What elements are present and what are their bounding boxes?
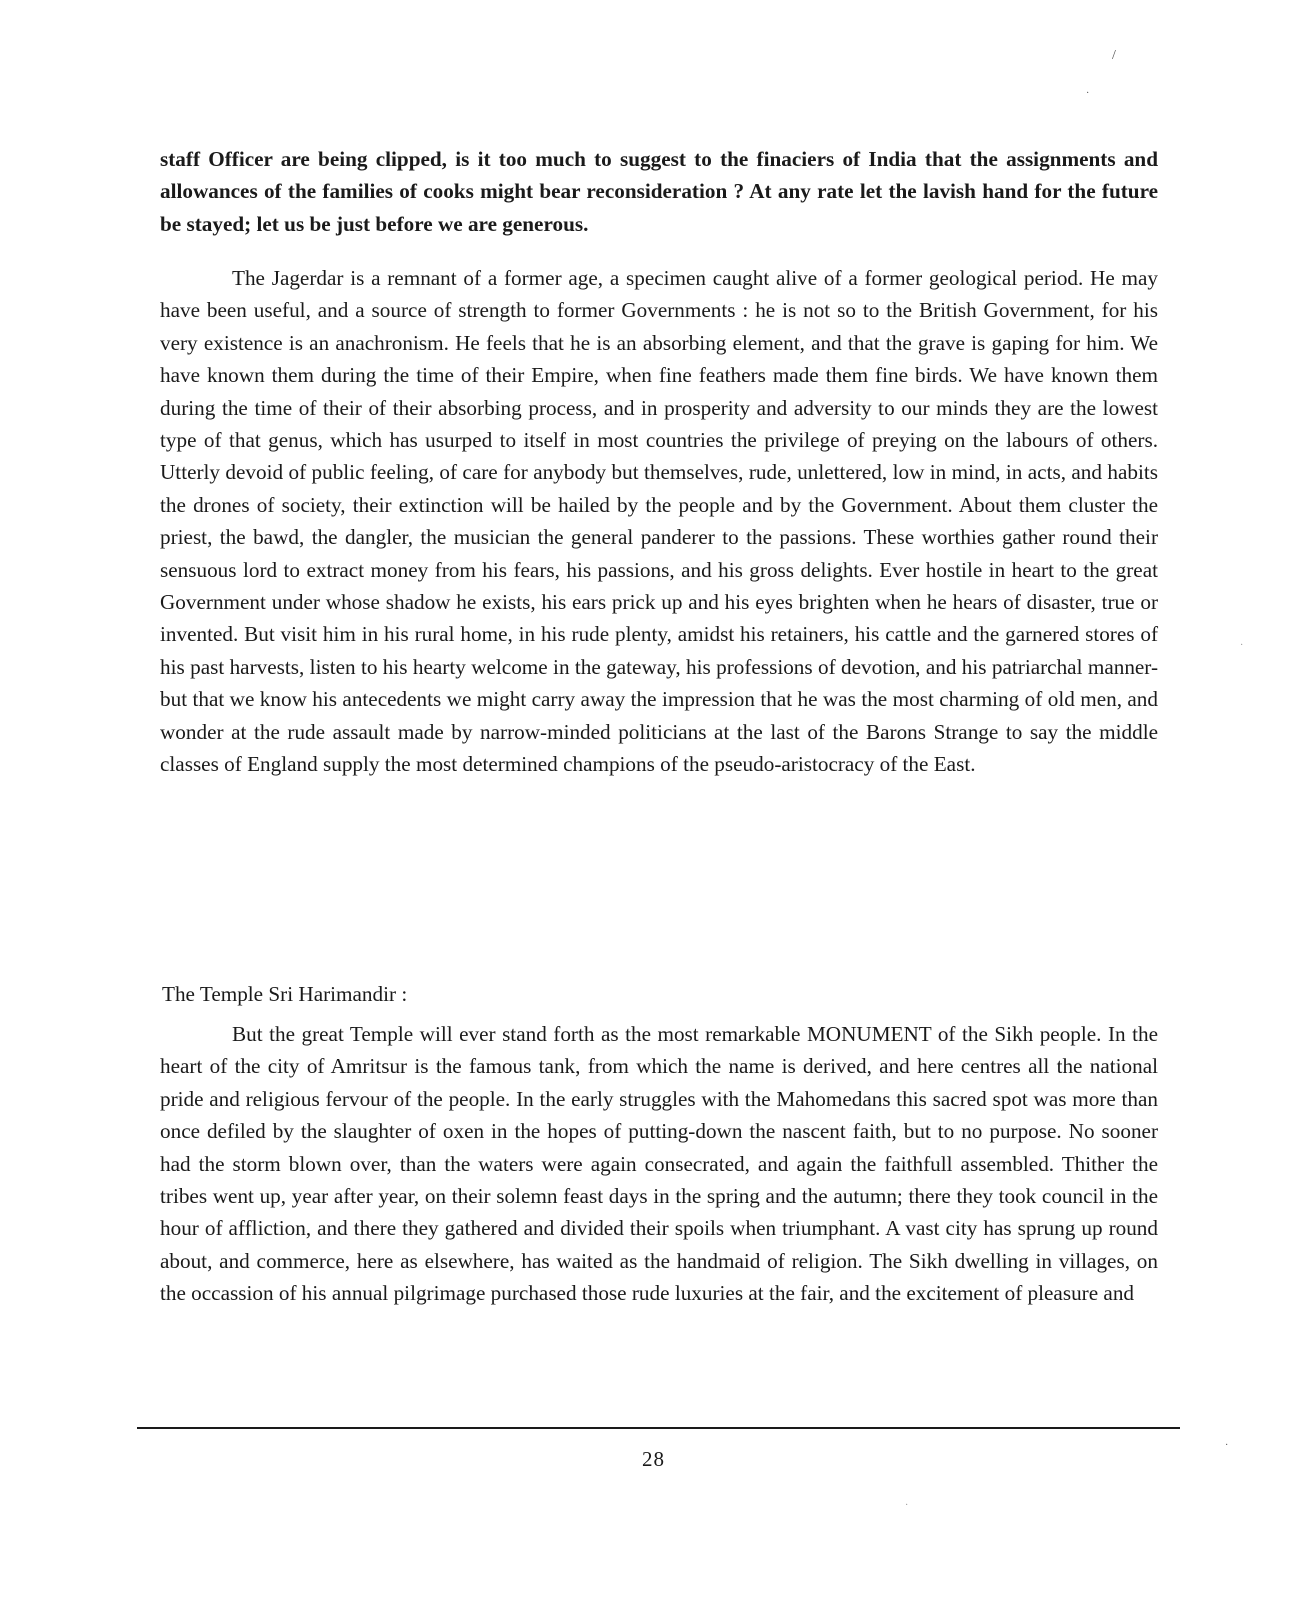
paragraph-temple: But the great Temple will ever stand forth as the most remarkable MONUMENT of the Sikh people. In the heart of the city of Amritsur is the famous tank, from which the name is derived, and here centres all the national pride and religious fervour of the people. In the early struggles with the Mahomedans this sacred spot was more than once defiled by the slaughter of oxen in the hopes of putting-down the nascent faith, but to no purpose. No sooner had the storm blown over, than the waters were again consecrated, and again the faithfull assembled. Thither the tribes went up, year after year, on their solemn feast days in the spring and the autumn; there they took council in the hour of affliction, and there they gathered and divided their spoils when triumphant. A vast city has sprung up round about, and commerce, here as elsewhere, has waited as the handmaid of religion. The Sikh dwelling in villages, on the occassion of his annual pilgrimage purchased those rude luxuries at the fair, and the excitement of pleasure and: [160, 1022, 1158, 1306]
scan-speck: ·: [1225, 1440, 1229, 1451]
paragraph-jagerdar: The Jagerdar is a remnant of a former age, a specimen caught alive of a former geological period. He may have been useful, and a source of strength to former Governments : he is not so to the British Government, for his very existence is an anachronism. He feels that he is an absorbing element, and that the grave is gaping for him. We have known them during the time of their Empire, when fine feathers made them fine birds. We have known them during the time of their of their absorbing process, and in prosperity and adversity to our minds they are the lowest type of that genus, which has usurped to itself in most countries the privilege of preying on the labours of others. Utterly devoid of public feeling, of care for anybody but themselves, rude, unlettered, low in mind, in acts, and habits the drones of society, their extinction will be hailed by the people and by the Government. About them cluster the priest, the bawd, the dangler, the musician the general panderer to the passions. These worthies gather round their sensuous lord to extract money from his fears, his passions, and his gross delights. Ever hostile in heart to the great Government under whose shadow he exists, his ears prick up and his eyes brighten when he hears of disaster, true or invented. But visit him in his rural home, in his rude plenty, amidst his retainers, his cattle and the garnered stores of his past harvests, listen to his hearty welcome in the gateway, his professions of devotion, and his patriarchal manner-but that we know his antecedents we might carry away the impression that he was the most charming of old men, and wonder at the rude assault made by narrow-minded politicians at the last of the Barons Strange to say the middle classes of England supply the most determined champions of the pseudo-aristocracy of the East.: [160, 266, 1158, 777]
paragraph-staff-officer: staff Officer are being clipped, is it too much to suggest to the finaciers of India that the assignments and allowances of the families of cooks might bear reconsideration ? At any rate let the lavish hand for the future be stayed; let us be just before we are generous.: [160, 147, 1158, 236]
page-number: 28: [642, 1447, 665, 1471]
scan-speck: ·: [1086, 88, 1090, 99]
footer-rule: [137, 1427, 1180, 1429]
section-heading-temple: The Temple Sri Harimandir :: [162, 982, 408, 1006]
stray-pen-mark: /: [1112, 48, 1116, 63]
scan-speck: ·: [1240, 640, 1244, 651]
scan-speck: ·: [905, 1500, 909, 1511]
